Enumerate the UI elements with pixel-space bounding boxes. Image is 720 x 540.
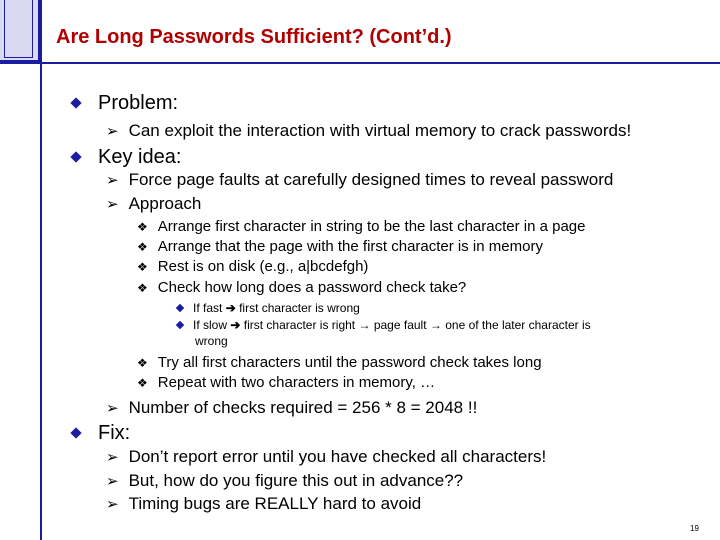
- approach-item-5: [137, 354, 542, 371]
- timing-slow-cont: wrong: [195, 334, 228, 348]
- arrowhead-bullet-icon: ➢: [106, 196, 119, 213]
- bullet-text: Approach: [128, 194, 202, 213]
- diamond-bullet-icon: [70, 97, 81, 108]
- bullet-fix3: [106, 494, 421, 514]
- diamond-bullet-icon: [70, 151, 81, 162]
- bullet-text: one of the later character is: [445, 318, 591, 332]
- bullet-text: Can exploit the interaction with virtual memory to crack passwords!: [128, 121, 632, 140]
- bullet-key-sub1: [106, 170, 613, 190]
- four-diamond-bullet-icon: ❖: [137, 260, 148, 274]
- bullet-checks: [106, 398, 477, 418]
- bullet-text: Key idea:: [98, 146, 182, 168]
- approach-item-6: [137, 374, 435, 391]
- bullet-fix: [72, 422, 130, 445]
- bullet-key-idea: [72, 146, 181, 169]
- bullet-text: If slow: [193, 318, 228, 332]
- right-arrow-icon: ➔: [225, 301, 236, 315]
- bullet-text: Force page faults at carefully designed times to reveal password: [128, 170, 614, 189]
- bullet-problem: [72, 92, 178, 115]
- right-arrow-icon: →: [358, 318, 371, 332]
- small-diamond-bullet-icon: [176, 321, 184, 329]
- page-number: 19: [690, 524, 699, 533]
- arrowhead-bullet-icon: ➢: [106, 449, 119, 466]
- bullet-text: Don’t report error until you have checked all characters!: [128, 447, 547, 466]
- bullet-problem-sub: [106, 121, 631, 141]
- bullet-text: Try all first characters until the password check takes long: [157, 354, 542, 371]
- right-arrow-icon: ➔: [230, 318, 241, 332]
- slide-title: Are Long Passwords Sufficient? (Cont’d.): [56, 26, 452, 48]
- bullet-text: Repeat with two characters in memory, …: [157, 374, 436, 391]
- right-arrow-icon: →: [429, 318, 442, 332]
- arrowhead-bullet-icon: ➢: [106, 400, 119, 417]
- approach-item-1: [137, 218, 586, 235]
- frame-left-rule: [40, 0, 42, 540]
- frame-top-rule: [0, 62, 720, 64]
- bullet-text: But, how do you figure this out in advance??: [128, 471, 464, 490]
- small-diamond-bullet-icon: [176, 304, 184, 312]
- bullet-text: Problem:: [98, 92, 179, 114]
- approach-item-2: [137, 238, 543, 255]
- arrowhead-bullet-icon: ➢: [106, 172, 119, 189]
- approach-item-4: [137, 279, 466, 296]
- four-diamond-bullet-icon: ❖: [137, 376, 148, 390]
- bullet-text: Fix:: [98, 422, 131, 444]
- arrowhead-bullet-icon: ➢: [106, 473, 119, 490]
- bullet-text: Arrange that the page with the first character is in memory: [157, 238, 543, 255]
- bullet-text: Arrange first character in string to be the last character in a page: [157, 218, 586, 235]
- four-diamond-bullet-icon: ❖: [137, 240, 148, 254]
- arrowhead-bullet-icon: ➢: [106, 496, 119, 513]
- timing-fast: [177, 301, 360, 315]
- bullet-key-sub2: [106, 194, 201, 214]
- timing-slow: [177, 318, 591, 332]
- four-diamond-bullet-icon: ❖: [137, 220, 148, 234]
- bullet-text: first character is wrong: [239, 301, 360, 315]
- bullet-text: Number of checks required = 256 * 8 = 2048 !!: [128, 398, 478, 417]
- diamond-bullet-icon: [70, 427, 81, 438]
- bullet-text: Rest is on disk (e.g., a|bcdefgh): [157, 258, 369, 275]
- corner-decoration: [0, 0, 40, 62]
- bullet-fix1: [106, 447, 546, 467]
- bullet-text: first character is right: [243, 318, 356, 332]
- bullet-text: If fast: [193, 301, 223, 315]
- approach-item-3: [137, 258, 368, 275]
- bullet-fix2: [106, 471, 463, 491]
- four-diamond-bullet-icon: ❖: [137, 356, 148, 370]
- bullet-text: Check how long does a password check take?: [157, 279, 467, 296]
- arrowhead-bullet-icon: ➢: [106, 123, 119, 140]
- bullet-text: page fault: [373, 318, 427, 332]
- four-diamond-bullet-icon: ❖: [137, 281, 148, 295]
- bullet-text: Timing bugs are REALLY hard to avoid: [128, 494, 422, 513]
